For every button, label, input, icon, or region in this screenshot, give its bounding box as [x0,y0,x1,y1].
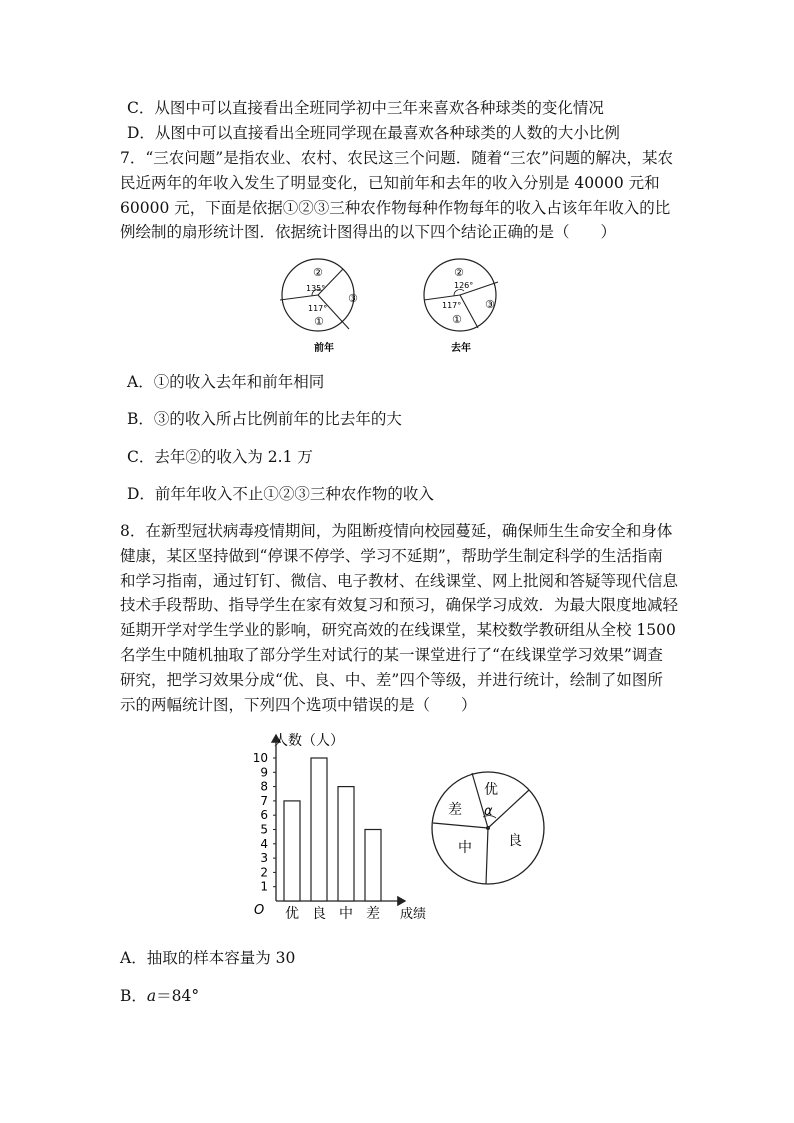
bar-差 [365,830,381,902]
pie1-label-2: ② [313,266,323,279]
q7-option-d: D．前年年收入不止①②③三种农作物的收入 [127,485,434,503]
y-tick-label: 2 [260,865,268,880]
y-tick-label: 1 [260,879,268,894]
q7-stem: 7．“三农问题”是指农业、农村、农民这三个问题．随着“三农”问题的解决，某农民近两年的年收入发生了明显变化，已知前年和去年的收入分别是 40000 元和 60000 元，下面是依据①②③三种农作物每种作物每年的收入占该年年收入的比例绘制的扇形统计图．依据统计图得出的以下四个结论正确的是（ ） [120,149,674,242]
q6-option-c: C．从图中可以直接看出全班同学初中三年来喜欢各种球类的变化情况 [127,99,604,117]
x-category-label: 差 [366,906,380,922]
y-tick-label: 9 [260,765,268,780]
y-tick-label: 6 [260,808,268,823]
pie2-label-2: ② [454,266,464,279]
pie-label-cha: 差 [448,802,462,818]
y-tick-label: 3 [260,851,268,866]
x-category-label: 中 [339,906,353,922]
y-tick-label: 7 [260,793,268,808]
pie1-label-1: ① [314,315,324,328]
pie-chart-last-year [424,259,498,354]
q8-option-a: A．抽取的样本容量为 30 [120,949,296,967]
q8-option-b-var: a [146,987,157,1005]
pie-label-alpha: α [484,804,493,819]
y-tick-label: 10 [252,751,268,765]
q7-option-c: C．去年②的收入为 2.1 万 [127,448,313,466]
q8-option-b-prefix: B． [120,987,147,1005]
q8-option-b-rest: ＝84° [156,987,200,1005]
q8-option-b [120,984,199,1008]
q6-option-d: D．从图中可以直接看出全班同学现在最喜欢各种球类的人数的大小比例 [127,124,620,142]
pie-label-liang: 良 [508,833,522,849]
pie-label-you: 优 [484,782,498,798]
pie2-label-1: ① [452,313,462,326]
q8-stem: 8．在新型冠状病毒疫情期间，为阻断疫情向校园蔓延，确保师生生命安全和身体健康，某区坚持做到“停课不停学、学习不延期”，帮助学生制定科学的生活指南和学习指南，通过钉钉、微信、电子教材、在线课堂、网上批阅和答疑等现代信息技术手段帮助、指导学生在家有效复习和预习，确保学习成效．为最大限度地减轻延期开学对学生学业的影响，研究高效的在线课堂，某校数学教研组从全校 1500 名学生中随机抽取了部分学生对试行的某一课堂进行了“在线课堂学习效果”调查研究，把学习效果分成“优、良、中、差”四个等级，并进行统计，绘制了如图所示的两幅统计图，下列四个选项中错误的是（ ） [120,522,679,714]
pie2-angle-126: 126° [454,281,474,290]
pie1-label-3: ③ [348,292,358,305]
x-category-label: 优 [285,906,299,922]
pie2-label-3: ③ [485,298,495,311]
q7-option-a: A．①的收入去年和前年相同 [127,373,325,391]
bar-优 [284,801,300,901]
q7-pie-charts [270,250,530,360]
pie1-angle-135: 135° [306,284,326,293]
y-tick-label: 8 [260,779,268,794]
q7-option-b: B．③的收入所占比例前年的比去年的大 [127,410,402,428]
y-tick-label: 4 [260,836,268,851]
x-category-label: 良 [312,906,326,922]
pie2-angle-117: 117° [442,301,462,310]
x-axis-label: 成绩 [400,907,427,922]
bar-chart [240,725,440,925]
y-axis-label: 人数（人） [274,733,344,749]
pie-label-zhong: 中 [458,840,472,856]
q8-pie-chart [428,770,548,890]
bar-中 [338,787,354,901]
pie2-caption: 去年 [451,343,471,354]
pie1-angle-117: 117° [308,304,328,313]
y-tick-label: 5 [260,822,268,837]
bar-良 [311,758,327,901]
origin-label: O [254,903,265,918]
pie-chart-prior-year [280,259,358,354]
pie1-caption: 前年 [314,343,334,354]
